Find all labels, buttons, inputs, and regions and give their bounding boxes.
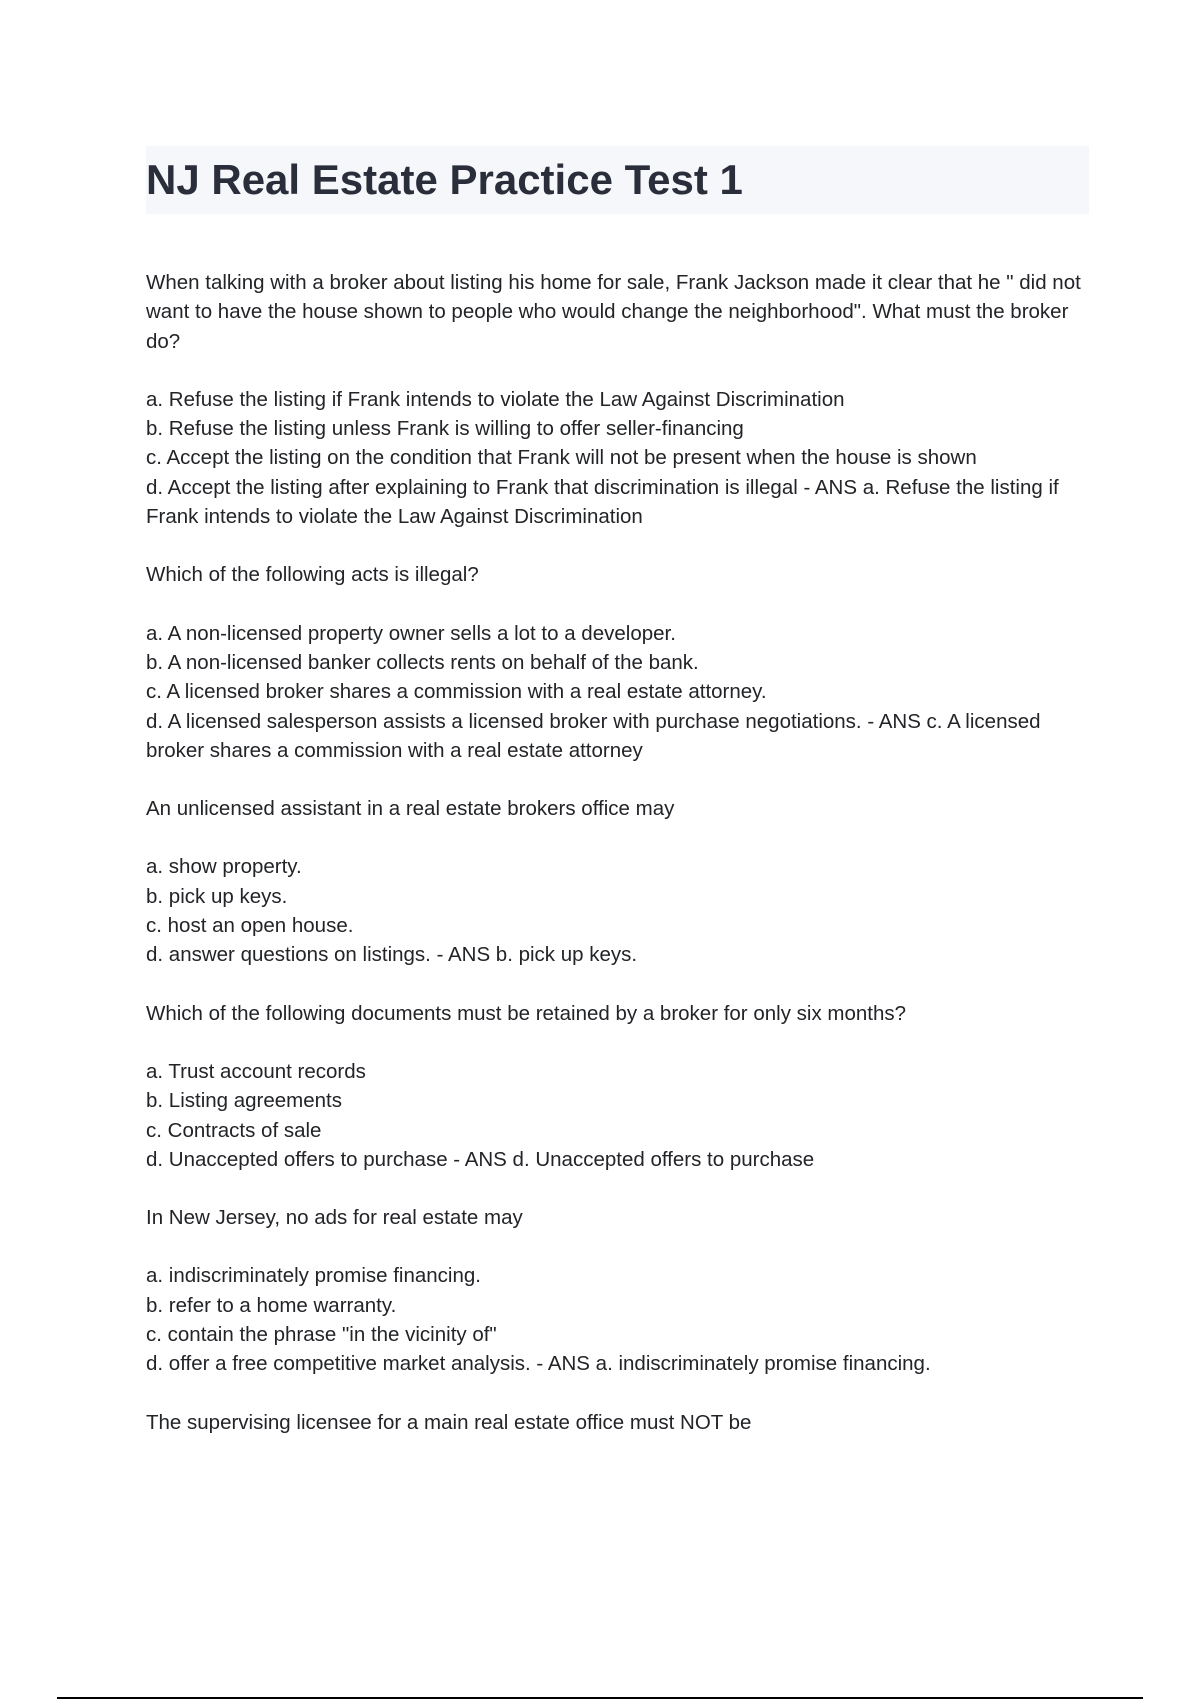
answer-option: c. host an open house. (146, 914, 354, 938)
question-text: Which of the following acts is illegal? (146, 563, 479, 587)
question-block (146, 794, 1089, 969)
answer-option: b. A non-licensed banker collects rents on behalf of the bank. (146, 650, 699, 674)
answer-options (146, 1057, 1089, 1174)
answer-option: d. offer a free competitive market analysis. - ANS a. indiscriminately promise financing. (146, 1352, 931, 1376)
answer-option: a. A non-licensed property owner sells a lot to a developer. (146, 621, 676, 645)
question-block (146, 560, 1089, 765)
answer-options (146, 385, 1089, 531)
answer-option: a. Refuse the listing if Frank intends to violate the Law Against Discrimination (146, 387, 845, 411)
answer-options (146, 619, 1089, 765)
question-text: An unlicensed assistant in a real estate brokers office may (146, 797, 675, 821)
questions-content (146, 268, 1089, 1437)
answer-option: a. indiscriminately promise financing. (146, 1264, 481, 1288)
answer-option: d. A licensed salesperson assists a licensed broker with purchase negotiations. - ANS c. A licensed broker shares a commission with a real estate attorney (146, 709, 1041, 762)
title-banner (146, 146, 1089, 214)
question-text: The supervising licensee for a main real estate office must NOT be (146, 1410, 752, 1434)
page-bottom-rule (57, 1697, 1143, 1699)
answer-option: d. Accept the listing after explaining to Frank that discrimination is illegal - ANS a. Refuse the listing if Frank intends to violate the Law Against Discrimination (146, 475, 1059, 529)
document-page (146, 146, 1089, 1437)
question-block (146, 999, 1089, 1174)
answer-option: b. refer to a home warranty. (146, 1293, 397, 1317)
answer-option: b. Refuse the listing unless Frank is willing to offer seller-financing (146, 417, 744, 441)
answer-option: c. contain the phrase "in the vicinity of" (146, 1323, 497, 1347)
document-title: NJ Real Estate Practice Test 1 (146, 156, 743, 203)
answer-option: b. Listing agreements (146, 1089, 343, 1113)
question-block (146, 1408, 1089, 1437)
answer-option: d. answer questions on listings. - ANS b. pick up keys. (146, 943, 638, 967)
answer-option: a. show property. (146, 855, 302, 879)
question-text: In New Jersey, no ads for real estate may (146, 1206, 523, 1230)
answer-option: c. Contracts of sale (146, 1118, 322, 1142)
answer-options (146, 1261, 1089, 1378)
question-block (146, 1203, 1089, 1378)
answer-option: b. pick up keys. (146, 884, 288, 908)
answer-option: c. A licensed broker shares a commission with a real estate attorney. (146, 680, 767, 704)
answer-options (146, 852, 1089, 969)
answer-option: a. Trust account records (146, 1059, 366, 1083)
answer-option: d. Unaccepted offers to purchase - ANS d. Unaccepted offers to purchase (146, 1147, 815, 1171)
question-text: Which of the following documents must be retained by a broker for only six months? (146, 1001, 907, 1025)
answer-option: c. Accept the listing on the condition that Frank will not be present when the house is shown (146, 446, 977, 470)
question-text: When talking with a broker about listing his home for sale, Frank Jackson made it clear that he " did not want to have the house shown to people who would change the neighborhood". What must the broker do? (146, 271, 1081, 353)
question-block (146, 268, 1089, 531)
